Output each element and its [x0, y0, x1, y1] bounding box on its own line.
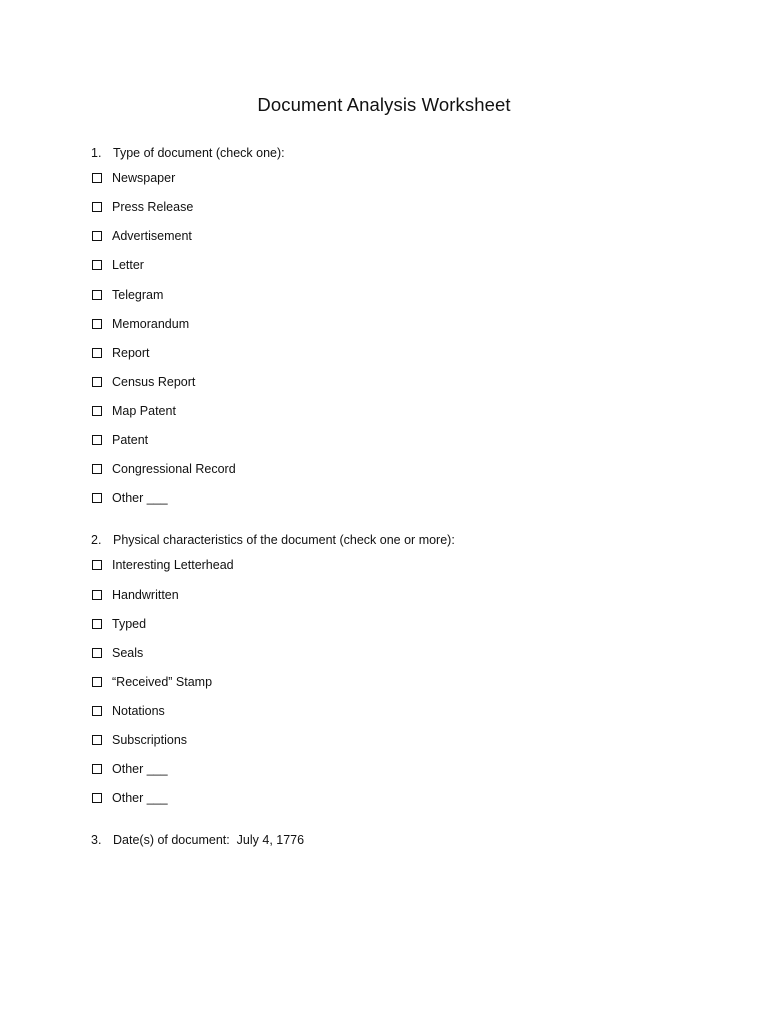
checkbox[interactable]: [92, 677, 102, 687]
question-1-number: 1.: [91, 146, 102, 160]
option-label: Map Patent: [112, 404, 176, 418]
option-label: Congressional Record: [112, 462, 236, 476]
option-map-patent[interactable]: [91, 403, 176, 419]
option-patent[interactable]: [91, 432, 148, 448]
option-label: Advertisement: [112, 229, 192, 243]
option-press-release[interactable]: [91, 199, 193, 215]
option-advertisement[interactable]: [91, 228, 192, 244]
option-label: Typed: [112, 617, 147, 631]
option-label: Notations: [112, 704, 165, 718]
question-2-number: 2.: [91, 533, 102, 547]
checkbox[interactable]: [92, 435, 102, 445]
question-3-number: 3.: [91, 833, 102, 847]
option-label: Patent: [112, 433, 149, 447]
checkbox[interactable]: [92, 619, 102, 629]
option-report[interactable]: [91, 345, 150, 361]
checkbox[interactable]: [92, 290, 102, 300]
option-other-1[interactable]: [91, 761, 168, 777]
option-label: Press Release: [112, 200, 194, 214]
question-1: [91, 145, 285, 161]
option-label: Newspaper: [112, 171, 176, 185]
option-letter[interactable]: [91, 257, 144, 273]
option-memorandum[interactable]: [91, 316, 189, 332]
checkbox[interactable]: [92, 793, 102, 803]
option-label: Interesting Letterhead: [112, 558, 234, 572]
checkbox[interactable]: [92, 202, 102, 212]
checkbox[interactable]: [92, 648, 102, 658]
option-interesting-letterhead[interactable]: [91, 557, 234, 573]
option-label: Handwritten: [112, 588, 179, 602]
checkbox[interactable]: [92, 319, 102, 329]
option-label: Seals: [112, 646, 144, 660]
option-other[interactable]: [91, 490, 168, 506]
option-newspaper[interactable]: [91, 170, 175, 186]
checkbox[interactable]: [92, 377, 102, 387]
option-label: Subscriptions: [112, 733, 188, 747]
option-label: Other ___: [112, 762, 168, 776]
question-3: [91, 832, 304, 848]
question-3-text: Date(s) of document: July 4, 1776: [113, 833, 305, 847]
checkbox[interactable]: [92, 735, 102, 745]
option-label: Other ___: [112, 791, 168, 805]
option-seals[interactable]: [91, 645, 143, 661]
question-2: [91, 532, 455, 548]
option-label: Other ___: [112, 491, 168, 505]
option-label: Telegram: [112, 288, 164, 302]
checkbox[interactable]: [92, 590, 102, 600]
checkbox[interactable]: [92, 406, 102, 416]
option-telegram[interactable]: [91, 287, 163, 303]
option-notations[interactable]: [91, 703, 165, 719]
option-label: “Received” Stamp: [112, 675, 213, 689]
checkbox[interactable]: [92, 173, 102, 183]
checkbox[interactable]: [92, 231, 102, 241]
option-label: Memorandum: [112, 317, 190, 331]
option-congressional-record[interactable]: [91, 461, 236, 477]
option-label: Letter: [112, 258, 144, 272]
option-received-stamp[interactable]: [91, 674, 212, 690]
option-census-report[interactable]: [91, 374, 195, 390]
page-title: Document Analysis Worksheet: [257, 94, 511, 115]
option-label: Report: [112, 346, 150, 360]
option-subscriptions[interactable]: [91, 732, 187, 748]
checkbox[interactable]: [92, 764, 102, 774]
checkbox[interactable]: [92, 260, 102, 270]
checkbox[interactable]: [92, 348, 102, 358]
option-label: Census Report: [112, 375, 196, 389]
checkbox[interactable]: [92, 560, 102, 570]
checkbox[interactable]: [92, 706, 102, 716]
option-typed[interactable]: [91, 616, 146, 632]
checkbox[interactable]: [92, 464, 102, 474]
question-2-text: Physical characteristics of the document (check one or more):: [113, 533, 455, 547]
option-handwritten[interactable]: [91, 587, 179, 603]
checkbox[interactable]: [92, 493, 102, 503]
option-other-2[interactable]: [91, 790, 168, 806]
question-1-text: Type of document (check one):: [113, 146, 285, 160]
